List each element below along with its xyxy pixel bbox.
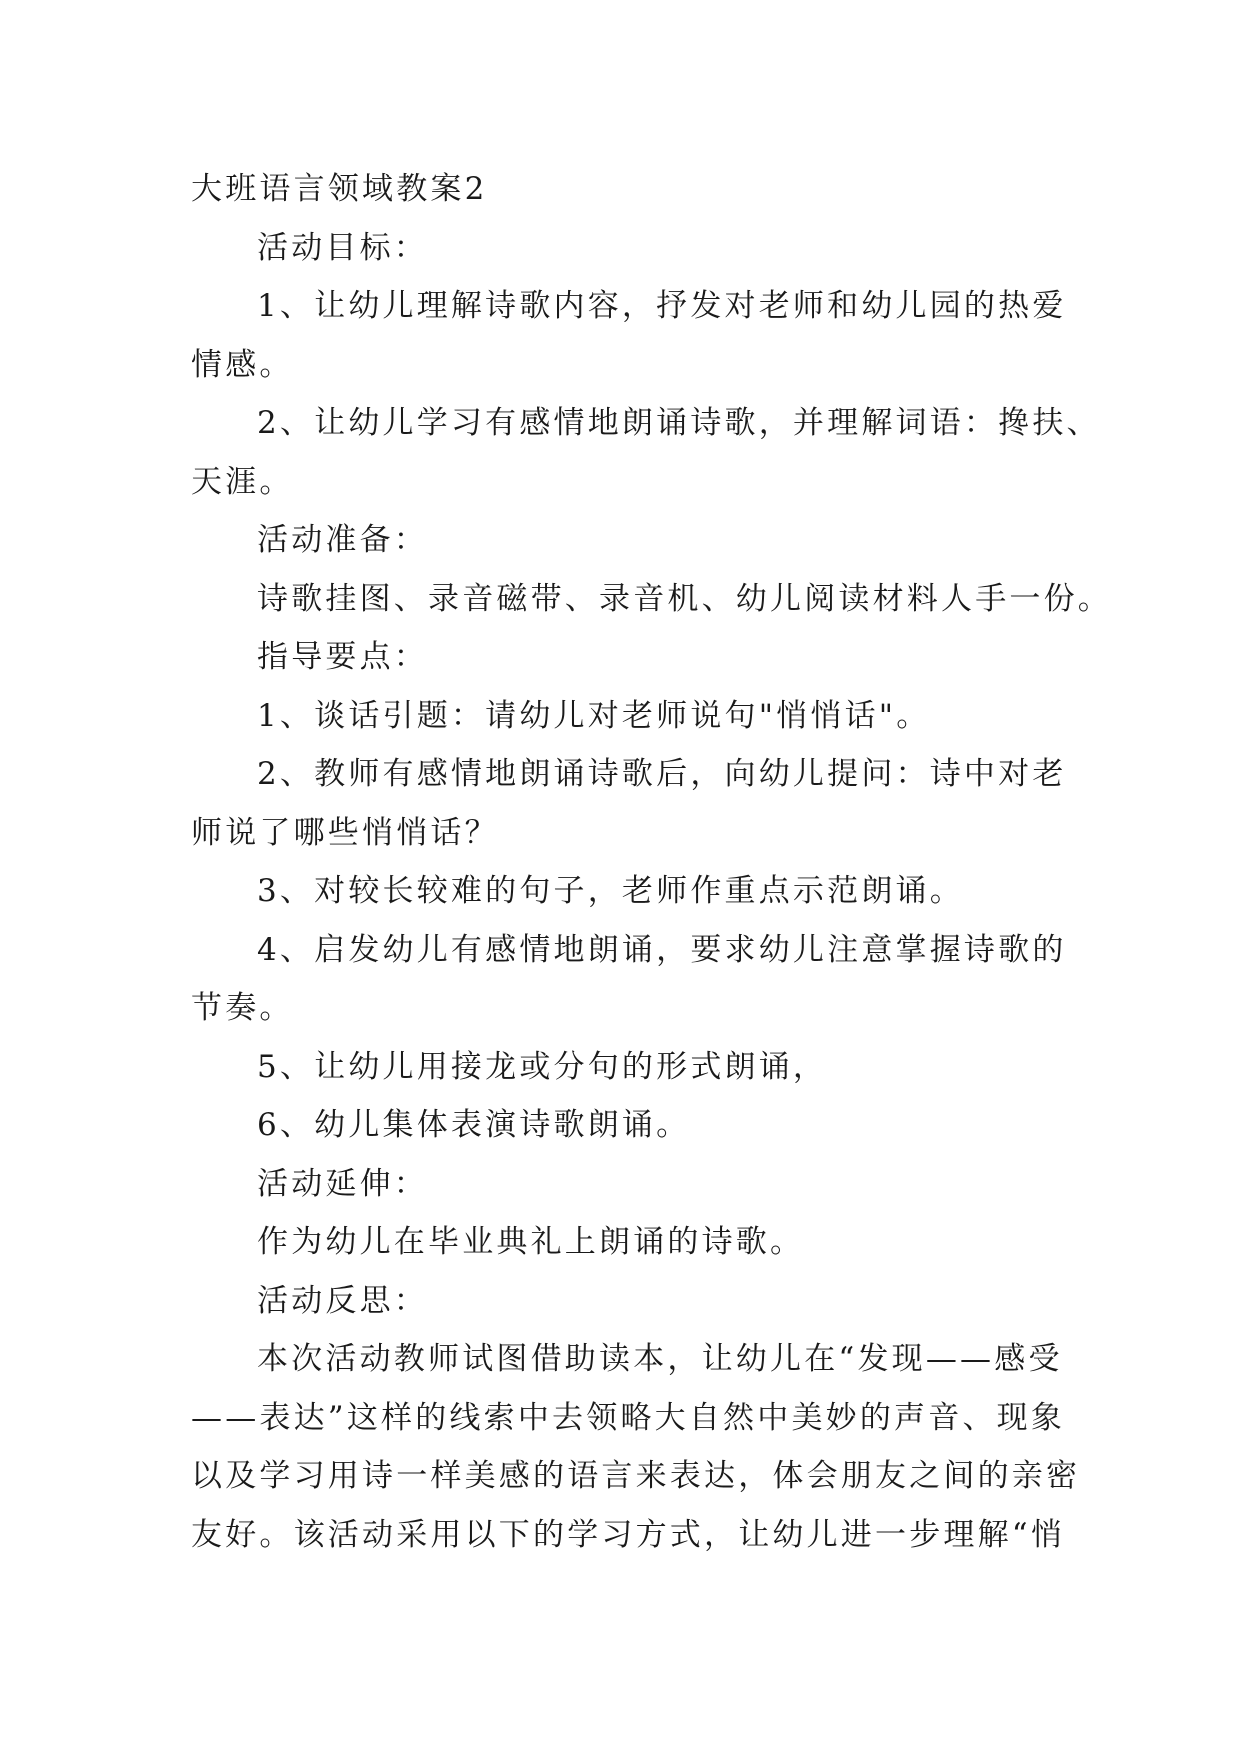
paragraph-line: 以及学习用诗一样美感的语言来表达，体会朋友之间的亲密: [191, 1458, 1081, 1494]
paragraph-line: 节奏。: [191, 990, 294, 1026]
section-heading-goals: 活动目标：: [257, 229, 428, 266]
paragraph-line: 3、对较长较难的句子，老师作重点示范朗诵。: [257, 873, 964, 909]
paragraph-line: ——表达”这样的线索中去领略大自然中美妙的声音、现象: [191, 1399, 1066, 1436]
section-heading-preparation: 活动准备：: [257, 522, 428, 558]
section-heading-extension: 活动延伸：: [257, 1165, 428, 1202]
paragraph-line: 天涯。: [191, 463, 294, 500]
paragraph-line: 5、让幼儿用接龙或分句的形式朗诵，: [257, 1048, 828, 1085]
paragraph-line: 友好。该活动采用以下的学习方式，让幼儿进一步理解“悄: [191, 1516, 1066, 1553]
paragraph-line: 6、幼儿集体表演诗歌朗诵。: [257, 1107, 691, 1143]
paragraph-line: 本次活动教师试图借助读本，让幼儿在“发现——感受: [257, 1341, 1063, 1377]
paragraph-line: 2、教师有感情地朗诵诗歌后，向幼儿提问：诗中对老: [257, 756, 1067, 792]
paragraph-line: 诗歌挂图、录音磁带、录音机、幼儿阅读材料人手一份。: [257, 580, 1112, 617]
paragraph-line: 师说了哪些悄悄话？: [191, 814, 499, 851]
paragraph-line: 1、谈话引题：请幼儿对老师说句"悄悄话"。: [257, 697, 931, 734]
document-body: [191, 160, 1112, 1564]
paragraph-line: 1、让幼儿理解诗歌内容，抒发对老师和幼儿园的热爱: [257, 288, 1067, 324]
paragraph-line: 情感。: [191, 346, 294, 383]
document-title: 大班语言领域教案2: [191, 171, 488, 207]
paragraph-line: 2、让幼儿学习有感情地朗诵诗歌，并理解词语：搀扶、: [257, 405, 1101, 441]
section-heading-guidance: 指导要点：: [257, 639, 428, 675]
paragraph-line: 作为幼儿在毕业典礼上朗诵的诗歌。: [257, 1224, 805, 1260]
section-heading-reflection: 活动反思：: [257, 1282, 428, 1319]
paragraph-line: 4、启发幼儿有感情地朗诵，要求幼儿注意掌握诗歌的: [257, 931, 1067, 968]
